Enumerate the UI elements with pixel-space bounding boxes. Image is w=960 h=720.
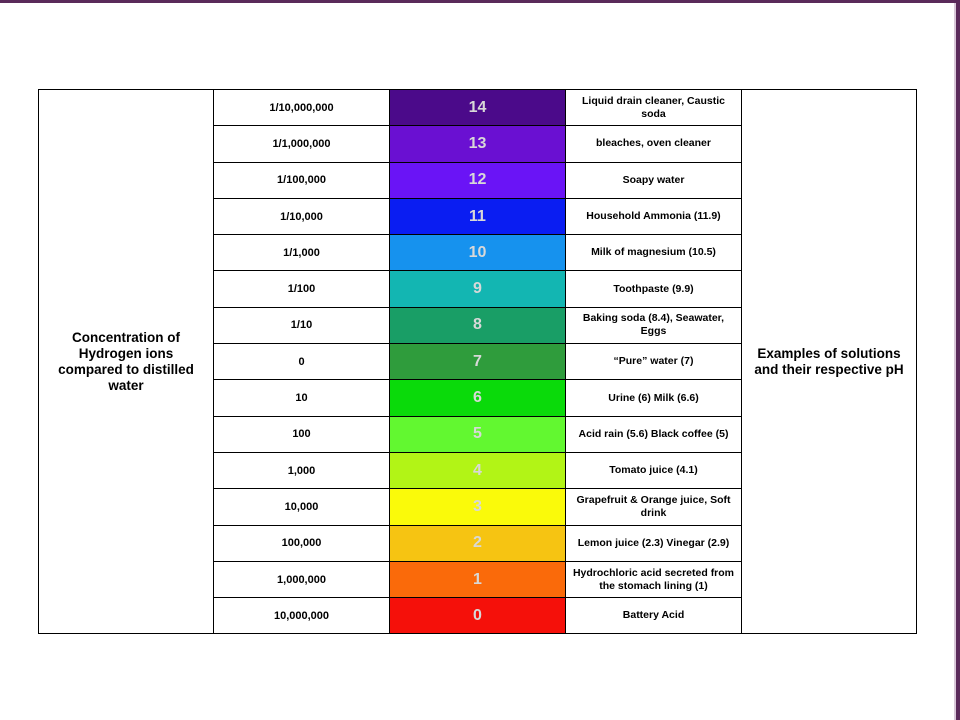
example-cell: Hydrochloric acid secreted from the stomach lining (1) bbox=[566, 561, 742, 597]
example-cell: Tomato juice (4.1) bbox=[566, 452, 742, 488]
concentration-cell: 1/100,000 bbox=[214, 162, 390, 198]
concentration-cell: 0 bbox=[214, 344, 390, 380]
concentration-cell: 1/10,000 bbox=[214, 198, 390, 234]
ph-value-cell: 14 bbox=[390, 90, 566, 126]
concentration-cell: 1,000,000 bbox=[214, 561, 390, 597]
ph-value-cell: 7 bbox=[390, 344, 566, 380]
slide-right-border bbox=[956, 0, 960, 720]
ph-value-cell: 5 bbox=[390, 416, 566, 452]
example-cell: Soapy water bbox=[566, 162, 742, 198]
concentration-column-label: Concentration of Hydrogen ions compared to distilled water bbox=[39, 90, 214, 634]
concentration-cell: 10,000,000 bbox=[214, 598, 390, 634]
example-cell: Household Ammonia (11.9) bbox=[566, 198, 742, 234]
example-cell: bleaches, oven cleaner bbox=[566, 126, 742, 162]
ph-value-cell: 6 bbox=[390, 380, 566, 416]
ph-value-cell: 9 bbox=[390, 271, 566, 307]
concentration-cell: 1,000 bbox=[214, 452, 390, 488]
concentration-cell: 1/10 bbox=[214, 307, 390, 343]
example-cell: Milk of magnesium (10.5) bbox=[566, 235, 742, 271]
ph-value-cell: 11 bbox=[390, 198, 566, 234]
example-cell: “Pure” water (7) bbox=[566, 344, 742, 380]
slide-top-border bbox=[0, 0, 960, 3]
concentration-cell: 1/10,000,000 bbox=[214, 90, 390, 126]
concentration-cell: 1/1,000,000 bbox=[214, 126, 390, 162]
concentration-cell: 10 bbox=[214, 380, 390, 416]
ph-value-cell: 13 bbox=[390, 126, 566, 162]
example-cell: Acid rain (5.6) Black coffee (5) bbox=[566, 416, 742, 452]
ph-value-cell: 10 bbox=[390, 235, 566, 271]
examples-column-label: Examples of solutions and their respective pH bbox=[742, 90, 917, 634]
concentration-cell: 100,000 bbox=[214, 525, 390, 561]
ph-value-cell: 3 bbox=[390, 489, 566, 525]
example-cell: Liquid drain cleaner, Caustic soda bbox=[566, 90, 742, 126]
example-cell: Urine (6) Milk (6.6) bbox=[566, 380, 742, 416]
ph-row bbox=[39, 90, 917, 126]
ph-value-cell: 12 bbox=[390, 162, 566, 198]
concentration-cell: 1/1,000 bbox=[214, 235, 390, 271]
example-cell: Lemon juice (2.3) Vinegar (2.9) bbox=[566, 525, 742, 561]
ph-scale-table bbox=[38, 89, 917, 634]
ph-value-cell: 8 bbox=[390, 307, 566, 343]
slide-right-border-inner bbox=[954, 3, 956, 720]
example-cell: Battery Acid bbox=[566, 598, 742, 634]
ph-scale-body bbox=[39, 90, 917, 634]
ph-value-cell: 4 bbox=[390, 452, 566, 488]
example-cell: Grapefruit & Orange juice, Soft drink bbox=[566, 489, 742, 525]
example-cell: Toothpaste (9.9) bbox=[566, 271, 742, 307]
ph-value-cell: 0 bbox=[390, 598, 566, 634]
concentration-cell: 1/100 bbox=[214, 271, 390, 307]
ph-value-cell: 2 bbox=[390, 525, 566, 561]
example-cell: Baking soda (8.4), Seawater, Eggs bbox=[566, 307, 742, 343]
ph-value-cell: 1 bbox=[390, 561, 566, 597]
concentration-cell: 100 bbox=[214, 416, 390, 452]
concentration-cell: 10,000 bbox=[214, 489, 390, 525]
